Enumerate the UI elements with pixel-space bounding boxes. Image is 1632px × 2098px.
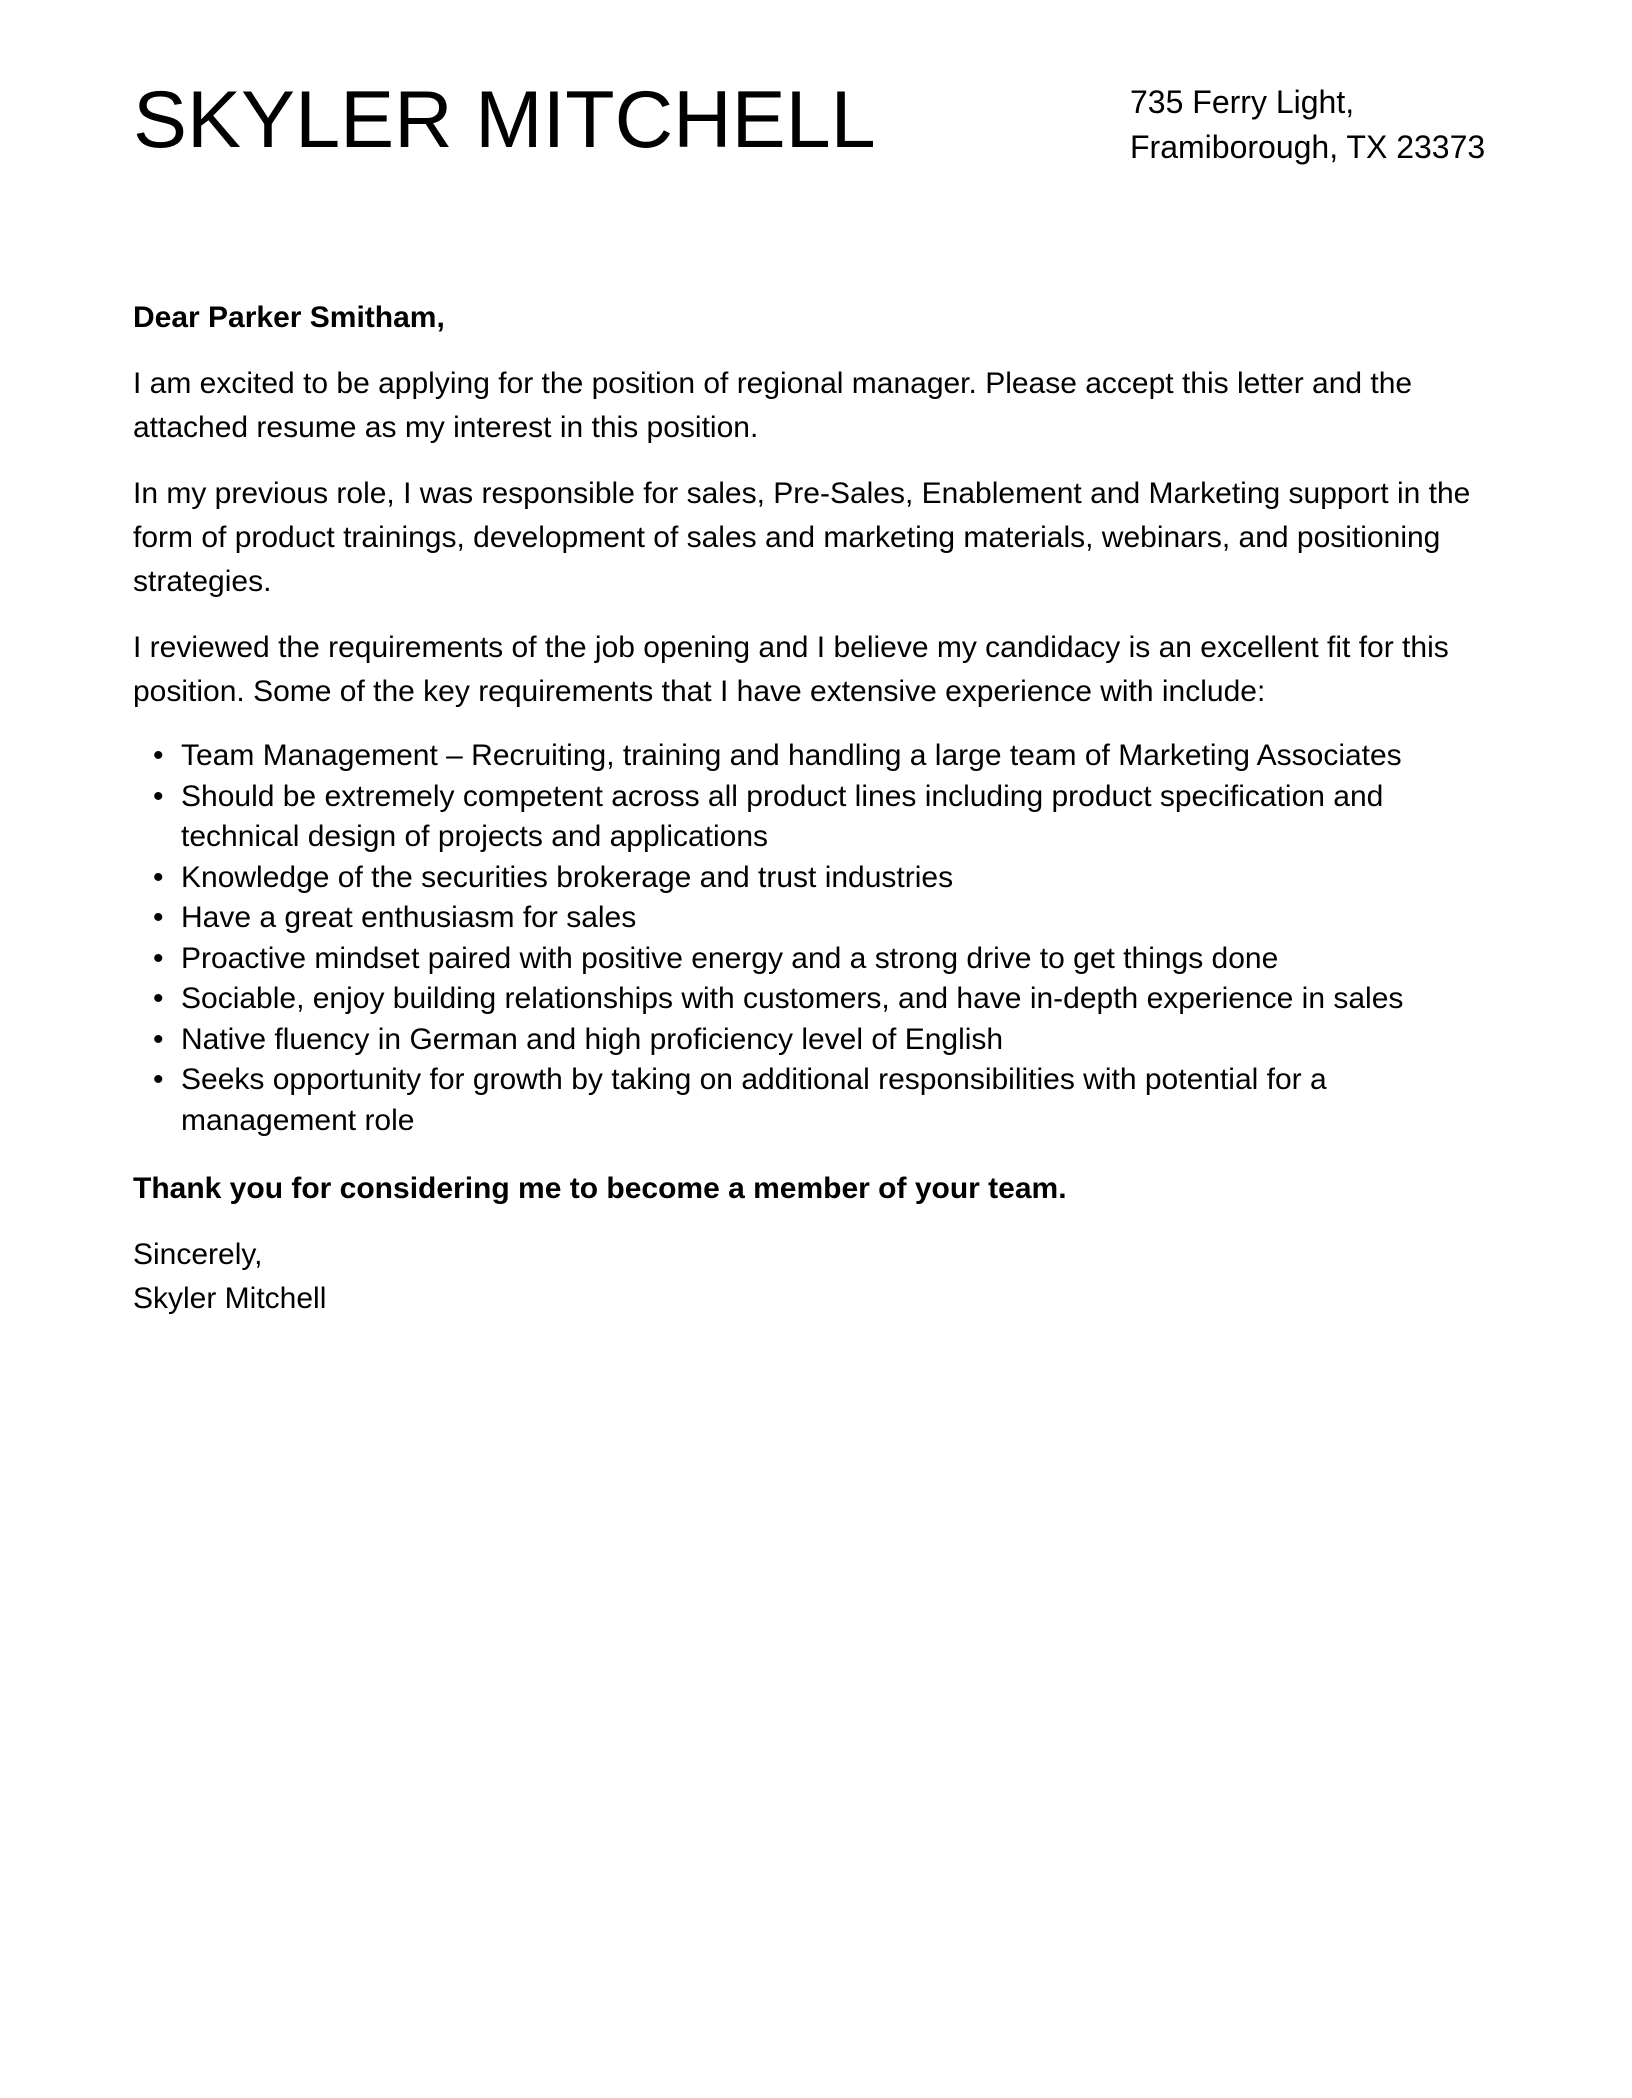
- bullet-icon: •: [153, 860, 164, 894]
- signoff-block: [133, 1233, 1503, 1321]
- bullet-icon: •: [153, 901, 164, 934]
- list-item-text: Proactive mindset paired with positive energy and a strong drive to get things done: [181, 941, 1279, 975]
- list-item: [133, 979, 1503, 1020]
- list-item: [133, 736, 1503, 777]
- requirements-list: [133, 736, 1503, 1141]
- list-item-text: Have a great enthusiasm for sales: [181, 901, 637, 934]
- list-item: [133, 939, 1503, 980]
- list-item: [133, 777, 1503, 858]
- list-item-text: Sociable, enjoy building relationships with customers, and have in-depth experience in sales: [181, 982, 1404, 1015]
- paragraph-requirements-intro: I reviewed the requirements of the job opening and I believe my candidacy is an excellent fit for this position. Some of the key requirements that I have extensive experience with include:: [133, 631, 1449, 708]
- salutation: Dear Parker Smitham,: [133, 301, 445, 334]
- bullet-icon: •: [153, 1022, 164, 1056]
- signature-name: Skyler Mitchell: [133, 1282, 327, 1315]
- bullet-icon: •: [153, 941, 164, 975]
- list-item: [133, 1060, 1503, 1141]
- bullet-icon: •: [153, 739, 164, 772]
- paragraph-previous-role: In my previous role, I was responsible for sales, Pre-Sales, Enablement and Marketing support in the form of product trainings, development of sales and marketing materials, webinars, and positioning strategies.: [133, 477, 1471, 598]
- list-item: [133, 858, 1503, 899]
- list-item-text: Should be extremely competent across all product lines including product specification and technical design of projects and applications: [181, 779, 1384, 853]
- list-item-text: Native fluency in German and high proficiency level of English: [181, 1022, 1004, 1056]
- bullet-icon: •: [153, 1063, 164, 1096]
- applicant-address: [1130, 80, 1485, 170]
- list-item: [133, 1020, 1503, 1061]
- paragraph-intro: I am excited to be applying for the position of regional manager. Please accept this letter and the attached resume as my interest in this position.: [133, 367, 1413, 444]
- list-item: [133, 898, 1503, 939]
- list-item-text: Knowledge of the securities brokerage and trust industries: [181, 860, 954, 894]
- letter-body: [133, 296, 1503, 1321]
- applicant-name-heading: SKYLER MITCHELL: [133, 75, 876, 165]
- bullet-icon: •: [153, 982, 164, 1015]
- signoff-text: Sincerely,: [133, 1238, 263, 1271]
- list-item-text: Seeks opportunity for growth by taking on additional responsibilities with potential for a management role: [181, 1063, 1327, 1137]
- address-line-2: Framiborough, TX 23373: [1130, 129, 1486, 165]
- list-item-text: Team Management – Recruiting, training and handling a large team of Marketing Associates: [181, 739, 1402, 772]
- address-line-1: 735 Ferry Light,: [1130, 84, 1355, 120]
- closing-thanks: Thank you for considering me to become a member of your team.: [133, 1172, 1067, 1205]
- bullet-icon: •: [153, 779, 164, 813]
